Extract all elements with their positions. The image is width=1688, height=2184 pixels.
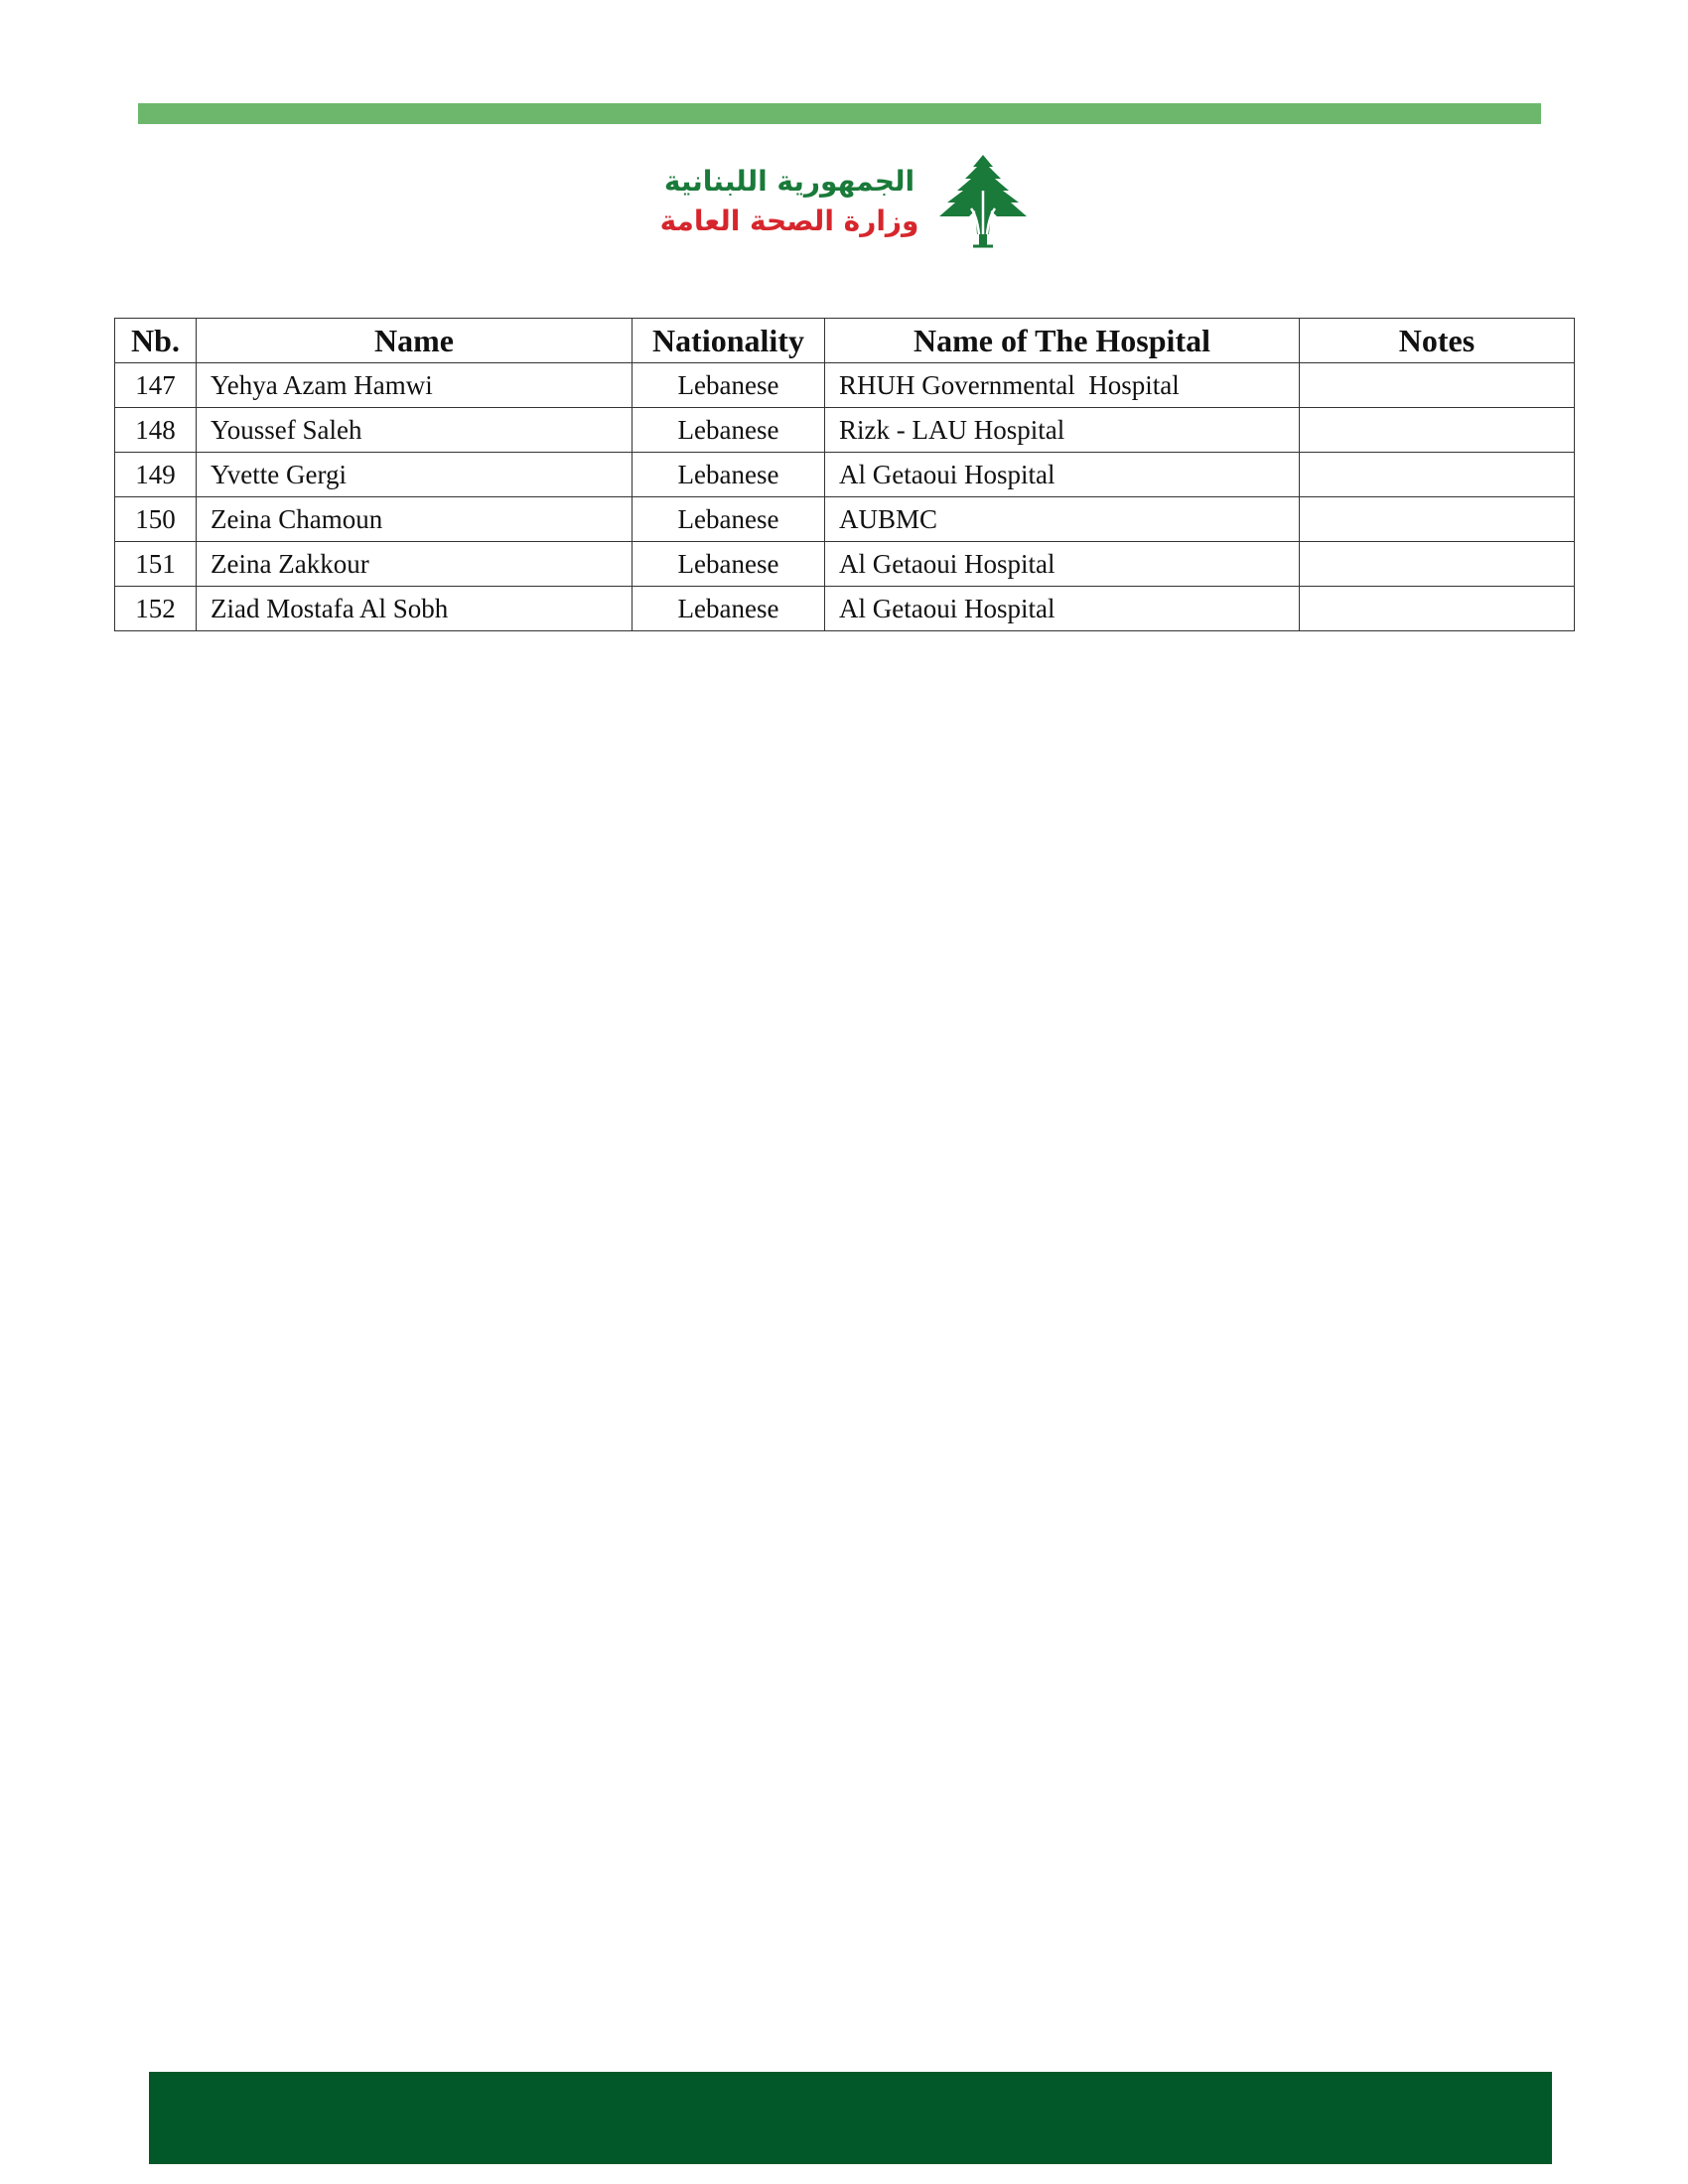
cell-name: Zeina Zakkour xyxy=(197,542,633,587)
table-header-row xyxy=(115,319,1575,363)
logo-ministry-text: وزارة الصحة العامة xyxy=(659,205,919,237)
cell-nb: 152 xyxy=(115,587,197,631)
table-row xyxy=(115,453,1575,497)
cell-nationality: Lebanese xyxy=(633,363,825,408)
column-header-hospital: Name of The Hospital xyxy=(825,319,1300,363)
cell-hospital: Al Getaoui Hospital xyxy=(825,453,1300,497)
table-row xyxy=(115,587,1575,631)
cell-name: Zeina Chamoun xyxy=(197,497,633,542)
cell-nationality: Lebanese xyxy=(633,587,825,631)
cell-notes xyxy=(1300,453,1575,497)
cell-notes xyxy=(1300,408,1575,453)
ministry-logo xyxy=(655,151,1033,250)
column-header-notes: Notes xyxy=(1300,319,1575,363)
cell-name: Yvette Gergi xyxy=(197,453,633,497)
cell-nationality: Lebanese xyxy=(633,453,825,497)
cell-hospital: Rizk - LAU Hospital xyxy=(825,408,1300,453)
logo-republic-text: الجمهورية اللبنانية xyxy=(663,165,915,198)
cell-name: Yehya Azam Hamwi xyxy=(197,363,633,408)
cell-hospital: AUBMC xyxy=(825,497,1300,542)
logo-text xyxy=(655,151,923,250)
cell-hospital: Al Getaoui Hospital xyxy=(825,587,1300,631)
top-accent-bar xyxy=(138,103,1541,124)
column-header-nationality: Nationality xyxy=(633,319,825,363)
cell-nb: 149 xyxy=(115,453,197,497)
footer-bar xyxy=(149,2072,1552,2164)
cell-notes xyxy=(1300,587,1575,631)
cell-notes xyxy=(1300,497,1575,542)
table-row xyxy=(115,542,1575,587)
table-row xyxy=(115,408,1575,453)
hospital-assignments-table xyxy=(114,318,1575,631)
cell-hospital: RHUH Governmental Hospital xyxy=(825,363,1300,408)
table-row xyxy=(115,363,1575,408)
cell-nb: 150 xyxy=(115,497,197,542)
cell-notes xyxy=(1300,363,1575,408)
cedar-tree-icon xyxy=(933,151,1033,250)
cell-nationality: Lebanese xyxy=(633,408,825,453)
cell-notes xyxy=(1300,542,1575,587)
cell-nationality: Lebanese xyxy=(633,542,825,587)
cell-nb: 147 xyxy=(115,363,197,408)
column-header-name: Name xyxy=(197,319,633,363)
cell-nationality: Lebanese xyxy=(633,497,825,542)
cell-name: Youssef Saleh xyxy=(197,408,633,453)
column-header-nb: Nb. xyxy=(115,319,197,363)
table-row xyxy=(115,497,1575,542)
cell-nb: 151 xyxy=(115,542,197,587)
cell-hospital: Al Getaoui Hospital xyxy=(825,542,1300,587)
cell-nb: 148 xyxy=(115,408,197,453)
cell-name: Ziad Mostafa Al Sobh xyxy=(197,587,633,631)
